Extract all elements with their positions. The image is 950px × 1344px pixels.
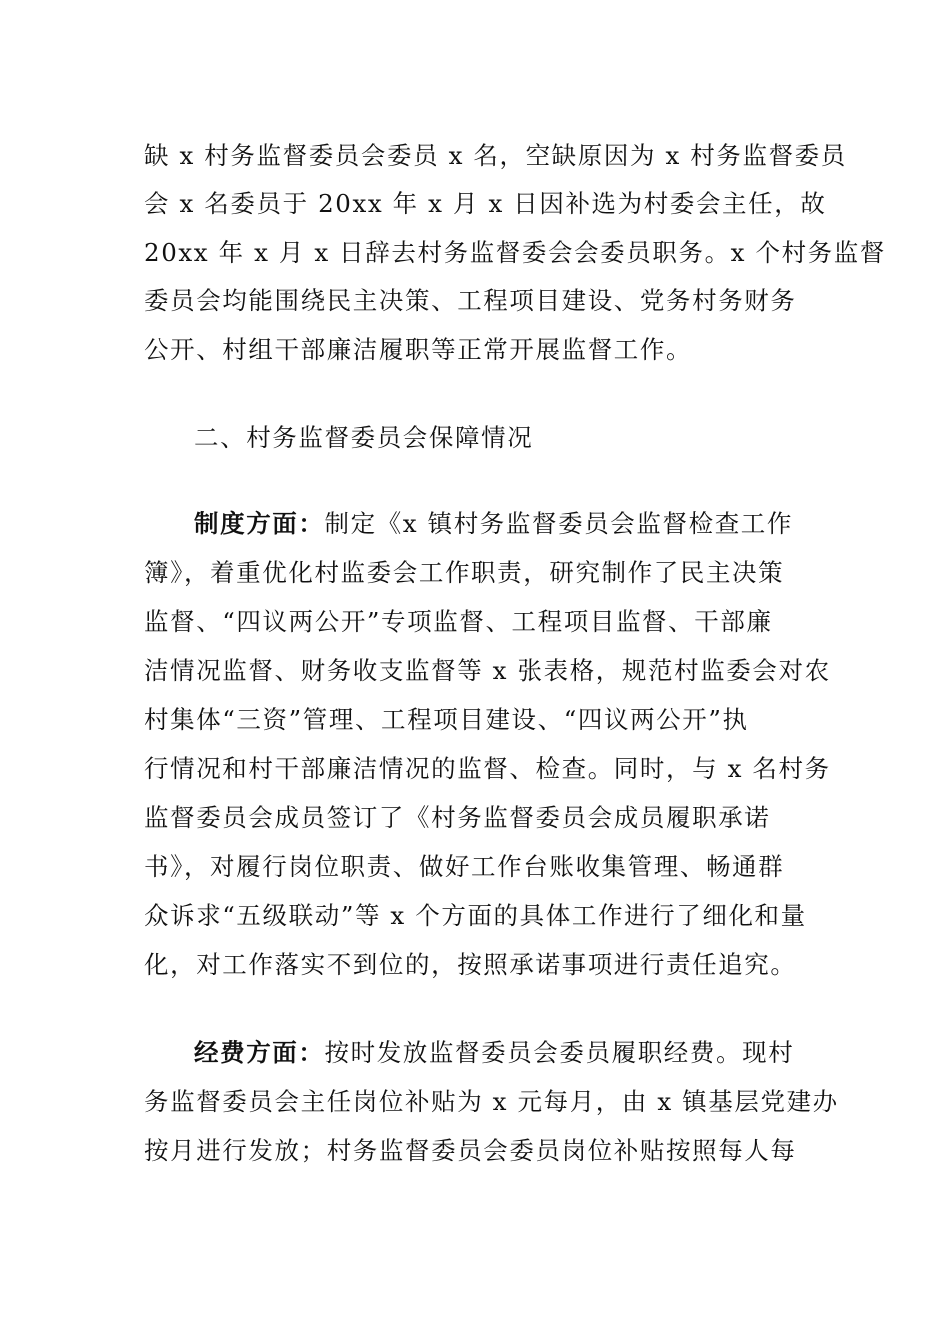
paragraph-line: 按月进行发放；村务监督委员会委员岗位补贴按照每人每 bbox=[144, 1136, 797, 1165]
paragraph-line: 缺 x 村务监督委员会委员 x 名，空缺原因为 x 村务监督委员 bbox=[144, 141, 847, 170]
paragraph-line: 村集体“三资”管理、工程项目建设、“四议两公开”执 bbox=[144, 705, 749, 734]
paragraph-first-line bbox=[194, 508, 874, 540]
funding-first-line: 按时发放监督委员会委员履职经费。现村 bbox=[324, 1038, 795, 1067]
paragraph-line: 务监督委员会主任岗位补贴为 x 元每月，由 x 镇基层党建办 bbox=[144, 1087, 839, 1116]
system-label: 制度方面： bbox=[194, 509, 325, 538]
system-first-line: 制定《x 镇村务监督委员会监督检查工作 bbox=[324, 509, 794, 538]
paragraph-line: 会 x 名委员于 20xx 年 x 月 x 日因补选为村委会主任，故 bbox=[144, 189, 827, 218]
paragraph-first-line bbox=[194, 1037, 874, 1069]
paragraph-line: 监督、“四议两公开”专项监督、工程项目监督、干部廉 bbox=[144, 607, 773, 636]
paragraph-line: 20xx 年 x 月 x 日辞去村务监督委会会委员职务。x 个村务监督 bbox=[144, 238, 886, 267]
paragraph-line: 公开、村组干部廉洁履职等正常开展监督工作。 bbox=[144, 335, 693, 364]
paragraph-line: 监督委员会成员签订了《村务监督委员会成员履职承诺 bbox=[144, 803, 771, 832]
funding-label: 经费方面： bbox=[194, 1038, 325, 1067]
paragraph-line: 洁情况监督、财务收支监督等 x 张表格，规范村监委会对农 bbox=[144, 656, 831, 685]
paragraph-line: 行情况和村干部廉洁情况的监督、检查。同时，与 x 名村务 bbox=[144, 754, 831, 783]
paragraph-line: 众诉求“五级联动”等 x 个方面的具体工作进行了细化和量 bbox=[144, 901, 807, 930]
paragraph-line: 委员会均能围绕民主决策、工程项目建设、党务村务财务 bbox=[144, 286, 797, 315]
paragraph-line: 化，对工作落实不到位的，按照承诺事项进行责任追究。 bbox=[144, 950, 797, 979]
paragraph-line: 书》，对履行岗位职责、做好工作台账收集管理、畅通群 bbox=[144, 852, 785, 881]
section-heading: 二、村务监督委员会保障情况 bbox=[194, 423, 534, 452]
paragraph-line: 簿》，着重优化村监委会工作职责，研究制作了民主决策 bbox=[144, 558, 785, 587]
